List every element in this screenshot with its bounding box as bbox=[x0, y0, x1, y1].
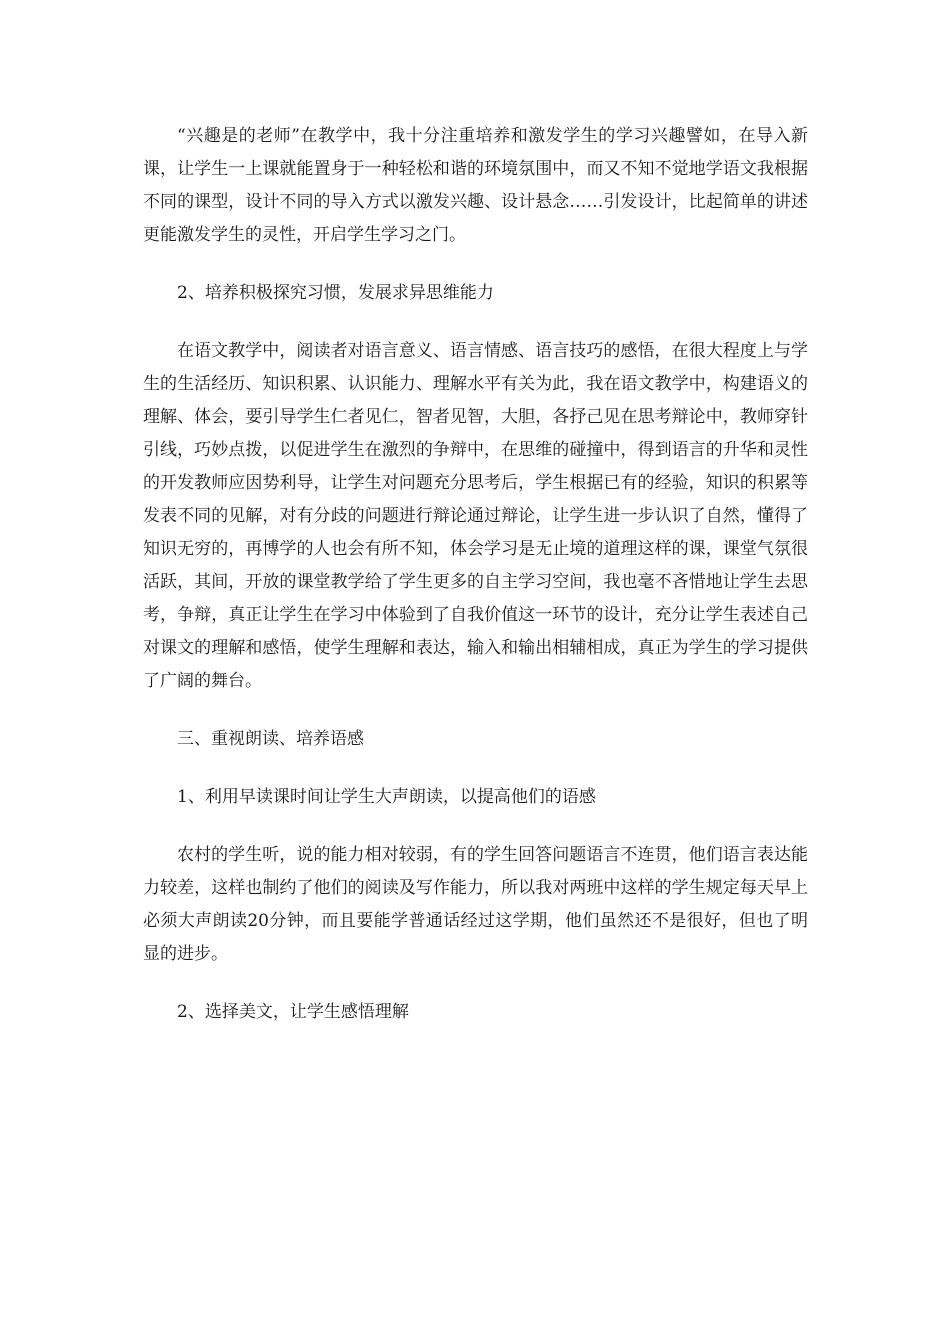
paragraph-rural-students: 农村的学生听，说的能力相对较弱，有的学生回答问题语言不连贯，他们语言表达能力较差，这样也制约了他们的阅读及写作能力，所以我对两班中这样的学生规定每天早上必须大声朗读20分钟，而且要能学普通话经过这学期，他们虽然还不是很好，但也了明显的进步。 bbox=[143, 845, 808, 964]
heading-choose-articles: 2、选择美文，让学生感悟理解 bbox=[177, 1002, 409, 1022]
paragraph-reading-understanding: 在语文教学中，阅读者对语言意义、语言情感、语言技巧的感悟，在很大程度上与学生的生活经历、知识积累、认识能力、理解水平有关为此，我在语文教学中，构建语义的理解、体会，要引导学生仁者见仁，智者见智，大胆，各抒己见在思考辩论中，教师穿针引线，巧妙点拨，以促进学生在激烈的争辩中，在思维的碰撞中，得到语言的升华和灵性的开发教师应因势利导，让学生对问题充分思考后，学生根据已有的经验，知识的积累等发表不同的见解，对有分歧的问题进行辩论通过辩论，让学生进一步认识了自然，懂得了知识无穷的，再博学的人也会有所不知，体会学习是无止境的道理这样的课，课堂气氛很活跃，其间，开放的课堂教学给了学生更多的自主学习空间，我也毫不吝惜地让学生去思考，争辩，真正让学生在学习中体验到了自我价值这一环节的设计，充分让学生表述自己对课文的理解和感悟，使学生理解和表达，输入和输出相辅相成，真正为学生的学习提供了广阔的舞台。 bbox=[143, 341, 808, 691]
document-body bbox=[143, 120, 808, 1054]
heading-section-three: 三、重视朗读、培养语感 bbox=[177, 729, 364, 749]
heading-morning-reading: 1、利用早读课时间让学生大声朗读，以提高他们的语感 bbox=[177, 787, 596, 807]
paragraph-interest-teacher: “兴趣是的老师”在教学中，我十分注重培养和激发学生的学习兴趣譬如，在导入新课，让学生一上课就能置身于一种轻松和谐的环境氛围中，而又不知不觉地学语文我根据不同的课型，设计不同的导入方式以激发兴趣、设计悬念……引发设计，比起简单的讲述更能激发学生的灵性，开启学生学习之门。 bbox=[143, 126, 808, 245]
heading-inquiry-habits: 2、培养积极探究习惯，发展求异思维能力 bbox=[177, 283, 494, 303]
